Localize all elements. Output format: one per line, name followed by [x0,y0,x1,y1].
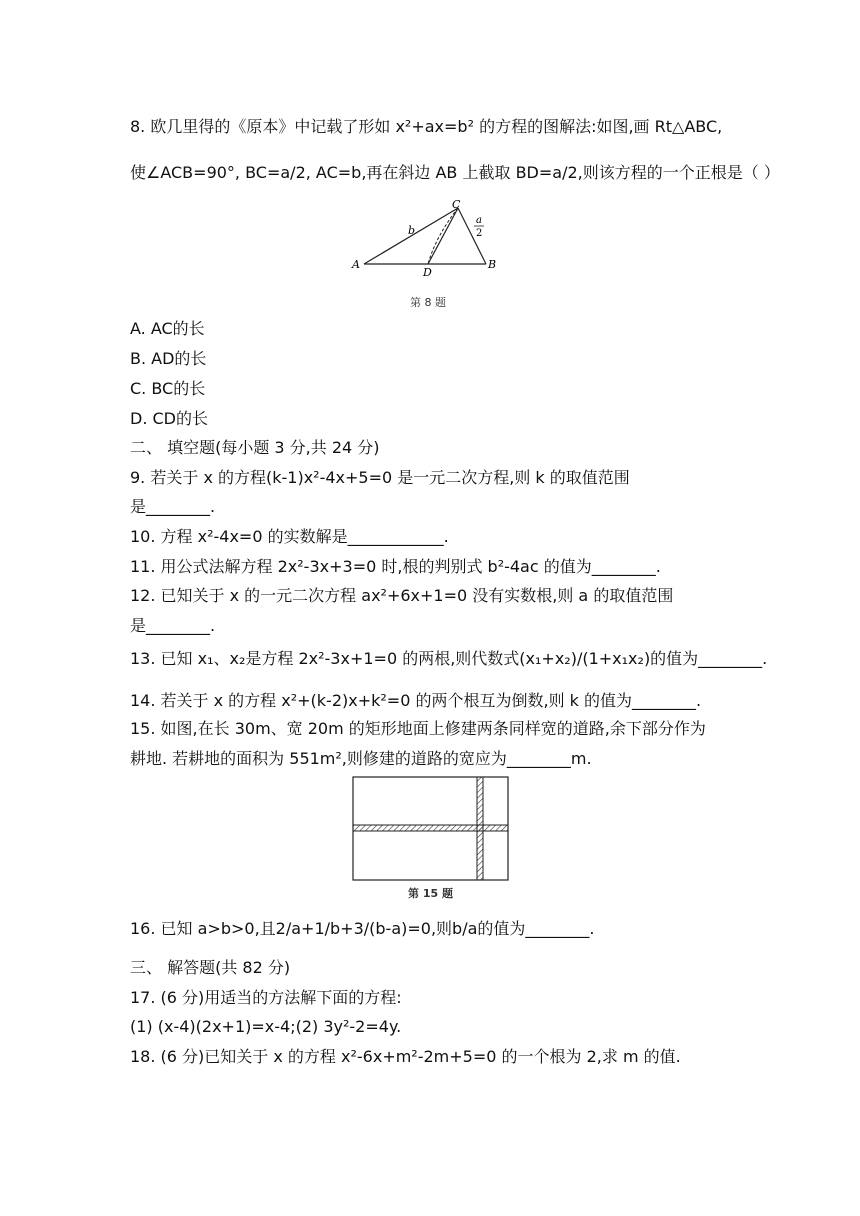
side-a-denominator: 2 [476,228,483,239]
text-line-q9_l1: 9. 若关于 x 的方程(k-1)x²-4x+5=0 是一元二次方程,则 k 的取值范围 [130,468,630,487]
text-line-q11: 11. 用公式法解方程 2x²-3x+3=0 时,根的判别式 b²-4ac 的值为________. [130,557,661,576]
text-line-q12_l1: 12. 已知关于 x 的一元二次方程 ax²+6x+1=0 没有实数根,则 a 的取值范围 [130,586,674,605]
text-line-q8_b: B. AD的长 [130,349,207,368]
text-line-sec3: 三、 解答题(共 82 分) [130,958,291,977]
text-line-sec2: 二、 填空题(每小题 3 分,共 24 分) [130,438,380,457]
text-line-q17_sub: (1) (x-4)(2x+1)=x-4;(2) 3y²-2=4y. [130,1017,402,1036]
text-line-q8_l1: 8. 欧几里得的《原本》中记载了形如 x²+ax=b² 的方程的图解法:如图,画 Rt△ABC, [130,117,723,136]
text-line-q13: 13. 已知 x₁、x₂是方程 2x²-3x+1=0 的两根,则代数式(x₁+x₂)/(1+x₁x₂)的值为________. [130,649,768,668]
text-line-q15_l2: 耕地. 若耕地的面积为 551m²,则修建的道路的宽应为________m. [130,749,592,768]
text-line-q8_d: D. CD的长 [130,409,208,428]
vertex-c-label: C [452,198,461,211]
vertex-a-label: A [352,258,360,271]
figure-8-triangle [350,198,510,280]
figure-15-field [352,776,510,882]
side-a-numerator: a [476,215,482,226]
text-line-q9_l2: 是________. [130,497,216,516]
side-b-label: b [408,224,416,237]
point-d-label: D [423,266,432,279]
figure-15-caption: 第 15 题 [408,887,453,900]
text-line-q12_l2: 是________. [130,616,216,635]
text-line-q14: 14. 若关于 x 的方程 x²+(k-2)x+k²=0 的两个根互为倒数,则 k 的值为________. [130,691,702,710]
text-line-q18: 18. (6 分)已知关于 x 的方程 x²-6x+m²-2m+5=0 的一个根为 2,求 m 的值. [130,1047,681,1066]
text-line-q8_l2: 使∠ACB=90°, BC=a/2, AC=b,再在斜边 AB 上截取 BD=a/2,则该方程的一个正根是（ ） [130,163,780,182]
text-line-q8_a: A. AC的长 [130,319,205,338]
vertex-b-label: B [488,258,497,271]
text-line-q16: 16. 已知 a>b>0,且2/a+1/b+3/(b-a)=0,则b/a的值为________. [130,919,595,938]
text-line-q17: 17. (6 分)用适当的方法解下面的方程: [130,988,402,1007]
text-line-q8_c: C. BC的长 [130,379,206,398]
text-line-q15_l1: 15. 如图,在长 30m、宽 20m 的矩形地面上修建两条同样宽的道路,余下部分作为 [130,719,706,738]
text-line-q10: 10. 方程 x²-4x=0 的实数解是____________. [130,527,449,546]
figure-8-caption: 第 8 题 [410,296,446,309]
